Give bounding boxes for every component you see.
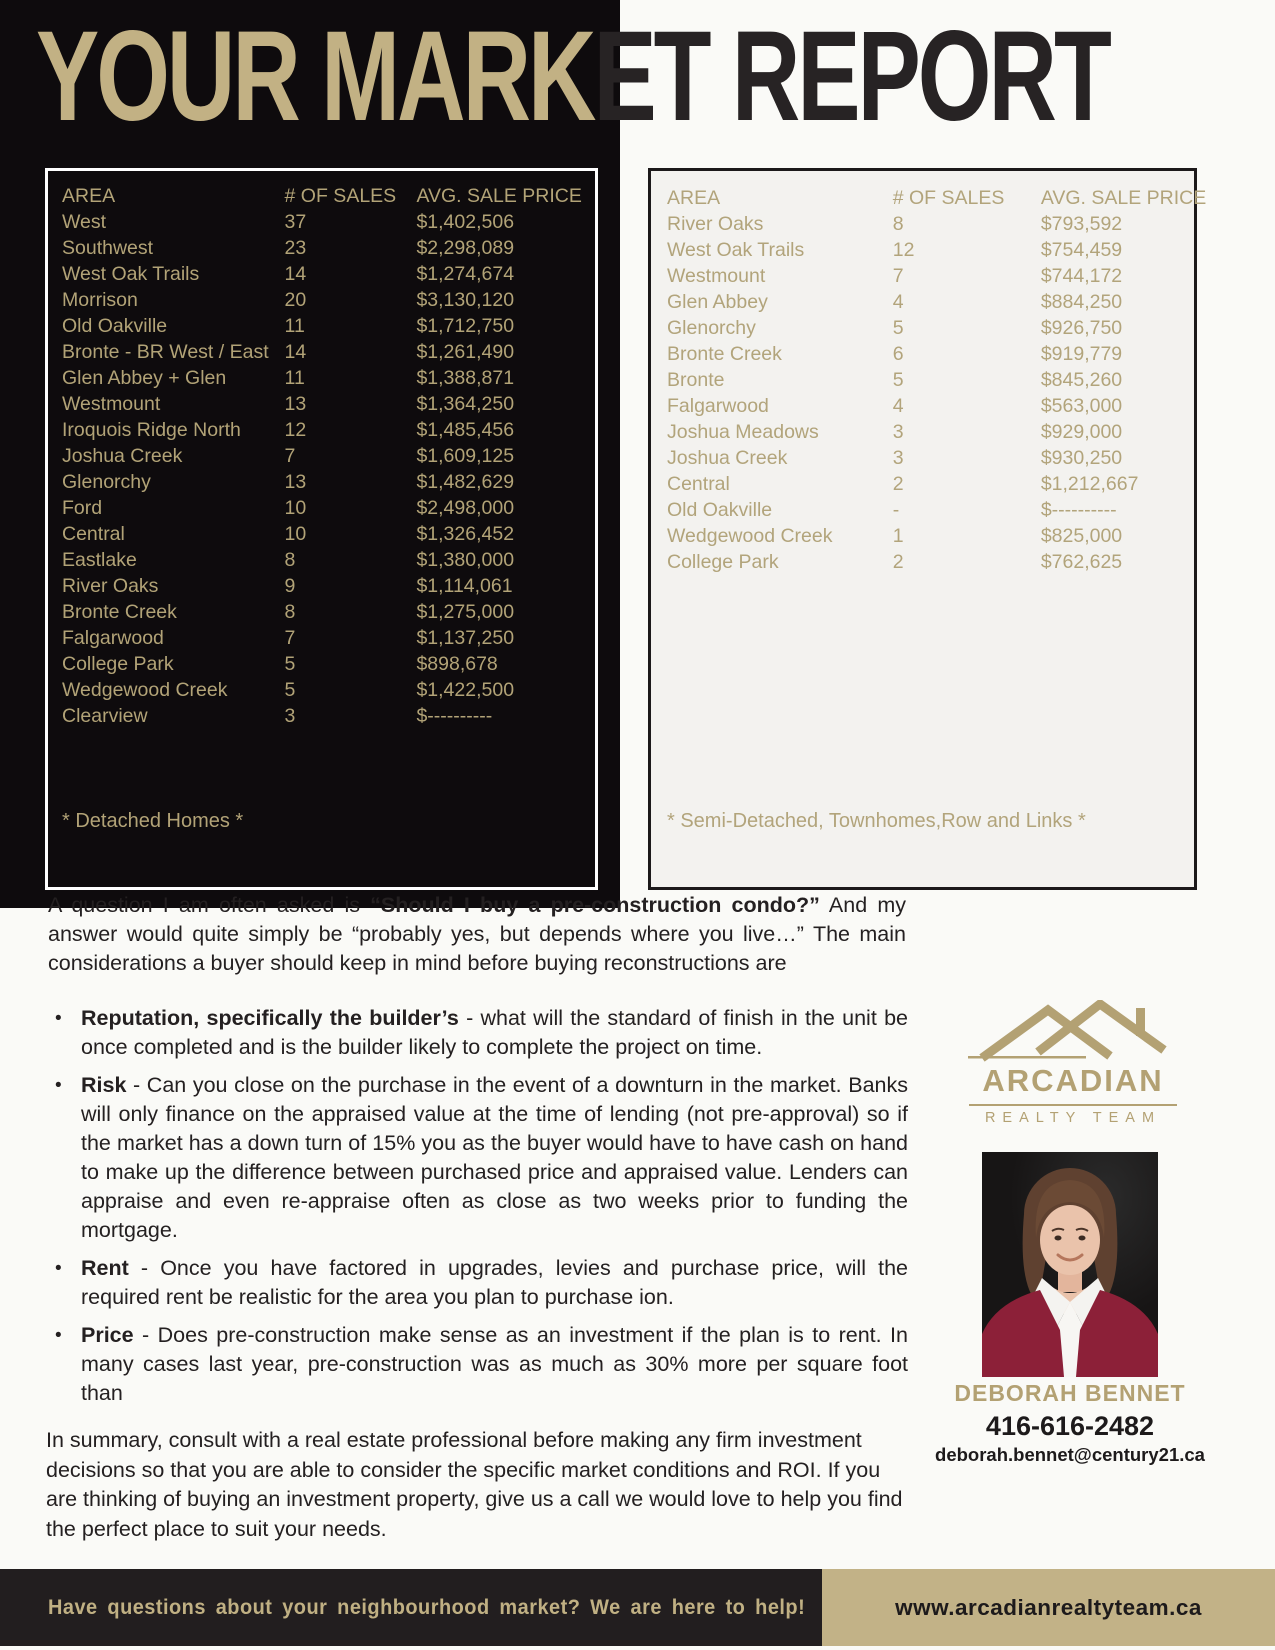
cell-area: West: [62, 211, 107, 233]
cell-price: $884,250: [1040, 291, 1123, 313]
table-row: [62, 417, 595, 443]
table-row: [62, 677, 595, 703]
cell-price: $2,498,000: [416, 497, 515, 519]
cell-price: $----------: [416, 705, 493, 727]
header-area: AREA: [667, 187, 721, 209]
bullet-item: • Rent - Once you have factored in upgrades, levies and purchase price, will the required rent be realistic for the area you plan to purchase ion.: [48, 1254, 908, 1312]
cell-area: Joshua Creek: [667, 447, 788, 469]
table-row: [62, 651, 595, 677]
table-row: [667, 497, 1194, 523]
cell-sales: 7: [284, 445, 296, 467]
cell-price: $1,275,000: [416, 601, 515, 623]
table-row: [667, 419, 1194, 445]
cell-sales: 1: [892, 525, 904, 547]
cell-price: $1,402,506: [416, 211, 515, 233]
table-row: [667, 471, 1194, 497]
cell-price: $845,260: [1040, 369, 1123, 391]
cell-sales: 5: [284, 679, 296, 701]
table-row: [62, 235, 595, 261]
table-row: [62, 495, 595, 521]
cell-sales: 6: [892, 343, 904, 365]
table-row: [667, 445, 1194, 471]
cell-sales: 7: [284, 627, 296, 649]
intro-paragraph: [48, 891, 906, 978]
bullet-term: Risk: [81, 1073, 127, 1097]
cell-area: Bronte Creek: [62, 601, 177, 623]
bullet-list: [48, 1004, 908, 1417]
cell-price: $930,250: [1040, 447, 1123, 469]
roof-icon: [968, 1000, 1178, 1062]
table-row: [667, 523, 1194, 549]
table-row: [62, 261, 595, 287]
table-row: [667, 211, 1194, 237]
cell-sales: -: [892, 499, 900, 521]
cell-sales: 10: [284, 523, 307, 545]
cell-area: Wedgewood Creek: [667, 525, 833, 547]
cell-sales: 14: [284, 341, 307, 363]
cell-price: $1,261,490: [416, 341, 515, 363]
cell-area: Glen Abbey: [667, 291, 768, 313]
table-row: [667, 315, 1194, 341]
table-row: [62, 313, 595, 339]
cell-price: $1,274,674: [416, 263, 515, 285]
agent-name: DEBORAH BENNET: [954, 1380, 1186, 1406]
cell-area: Bronte - BR West / East: [62, 341, 269, 363]
bullet-term: Rent: [81, 1256, 129, 1280]
footer-question: Have questions about your neighbourhood market? We are here to help!: [48, 1595, 806, 1619]
table-row: [62, 391, 595, 417]
bullet-term: Reputation, specifically the builder’s: [81, 1006, 459, 1030]
cell-price: $926,750: [1040, 317, 1123, 339]
cell-sales: 8: [284, 601, 296, 623]
cell-area: Wedgewood Creek: [62, 679, 228, 701]
cell-sales: 37: [284, 211, 307, 233]
table-row: [62, 339, 595, 365]
title-right: ET REPORT: [593, 5, 1109, 148]
table-row: [62, 573, 595, 599]
header-sales: # OF SALES: [284, 185, 397, 207]
cell-price: $762,625: [1040, 551, 1123, 573]
intro-suffix: And my answer would quite simply be “probably yes, but depends where you live…” The main considerations a buyer should keep in mind before buying reconstructions are: [48, 893, 906, 975]
header-sales: # OF SALES: [892, 187, 1005, 209]
semi-footnote: * Semi-Detached, Townhomes,Row and Links *: [667, 810, 1086, 832]
cell-area: Morrison: [62, 289, 138, 311]
cell-sales: 13: [284, 471, 307, 493]
table-row: [62, 365, 595, 391]
agent-phone: 416-616-2482: [985, 1411, 1155, 1441]
cell-price: $919,779: [1040, 343, 1123, 365]
table-row: [62, 521, 595, 547]
summary-paragraph: In summary, consult with a real estate professional before making any firm investment decisions so that you are able to consider the specific market conditions and ROI. If you are thinking of buying an investment property, give us a call we would love to help you find the perfect place to suit your needs.: [46, 1428, 903, 1541]
cell-price: $1,326,452: [416, 523, 515, 545]
cell-sales: 9: [284, 575, 296, 597]
cell-sales: 3: [284, 705, 296, 727]
cell-area: Glen Abbey + Glen: [62, 367, 227, 389]
cell-area: Central: [667, 473, 730, 495]
table-row: [667, 237, 1194, 263]
cell-sales: 8: [892, 213, 904, 235]
cell-price: $898,678: [416, 653, 498, 675]
bullet-item: • Reputation, specifically the builder’s - what will the standard of finish in the unit be once completed and is the builder likely to complete the project on time.: [48, 1004, 908, 1062]
cell-price: $1,364,250: [416, 393, 515, 415]
cell-sales: 2: [892, 473, 904, 495]
cell-area: Glenorchy: [667, 317, 756, 339]
agent-photo: [982, 1152, 1158, 1377]
intro-question: “Should I buy a pre-construction condo?”: [370, 893, 820, 917]
cell-sales: 2: [892, 551, 904, 573]
cell-price: $754,459: [1040, 239, 1123, 261]
table-row: [62, 599, 595, 625]
table-row: [667, 263, 1194, 289]
detached-homes-table: [45, 168, 598, 890]
cell-price: $744,172: [1040, 265, 1123, 287]
cell-sales: 3: [892, 421, 904, 443]
cell-sales: 10: [284, 497, 307, 519]
cell-area: Westmount: [62, 393, 161, 415]
table-row: [62, 703, 595, 729]
cell-sales: 14: [284, 263, 307, 285]
cell-price: $929,000: [1040, 421, 1123, 443]
cell-sales: 4: [892, 291, 904, 313]
table-row: [667, 367, 1194, 393]
cell-sales: 4: [892, 395, 904, 417]
cell-sales: 5: [892, 369, 904, 391]
cell-sales: 8: [284, 549, 296, 571]
cell-price: $2,298,089: [416, 237, 515, 259]
cell-area: Bronte Creek: [667, 343, 782, 365]
cell-price: $793,592: [1040, 213, 1123, 235]
footer-question-bar: [0, 1569, 822, 1646]
footer-website-bar: [822, 1569, 1275, 1646]
cell-sales: 13: [284, 393, 307, 415]
table-row: [62, 625, 595, 651]
bullet-item: • Risk - Can you close on the purchase in the event of a downturn in the market. Banks will only finance on the appraised value at the time of lending (not pre-approval) so if the market has a down turn of 15% you as the buyer would have to have cash on hand to make up the difference between purchased price and appraised value. Lenders can appraise and even re-appraise often as close as two weeks prior to funding the mortgage.: [48, 1071, 908, 1245]
footer-website: www.arcadianrealtyteam.ca: [895, 1594, 1202, 1620]
table-row: [62, 209, 595, 235]
table-row: [667, 393, 1194, 419]
table-row: [62, 469, 595, 495]
bullet-item: • Price - Does pre-construction make sense as an investment if the plan is to rent. In many cases last year, pre-construction was as much as 30% more per square foot than: [48, 1321, 908, 1408]
cell-price: $1,114,061: [416, 575, 513, 597]
cell-price: $1,212,667: [1040, 473, 1139, 495]
table-row: [62, 287, 595, 313]
cell-area: College Park: [667, 551, 779, 573]
cell-area: Old Oakville: [62, 315, 168, 337]
cell-area: Westmount: [667, 265, 766, 287]
cell-sales: 11: [284, 367, 305, 389]
cell-area: River Oaks: [62, 575, 159, 597]
cell-sales: 23: [284, 237, 307, 259]
cell-sales: 7: [892, 265, 904, 287]
page-title: [36, 5, 1109, 148]
cell-sales: 5: [892, 317, 904, 339]
cell-price: $----------: [1040, 499, 1117, 521]
cell-area: Central: [62, 523, 125, 545]
cell-price: $1,712,750: [416, 315, 515, 337]
cell-area: Old Oakville: [667, 499, 773, 521]
header-price: AVG. SALE PRICE: [416, 185, 582, 207]
cell-sales: 3: [892, 447, 904, 469]
header-price: AVG. SALE PRICE: [1040, 187, 1207, 209]
cell-area: Ford: [62, 497, 103, 519]
bullet-term: Price: [81, 1323, 134, 1347]
detached-footnote: * Detached Homes *: [62, 810, 244, 832]
cell-area: Falgarwood: [62, 627, 164, 649]
table-body: [667, 211, 1194, 575]
cell-area: Joshua Meadows: [667, 421, 819, 443]
cell-price: $563,000: [1040, 395, 1123, 417]
cell-area: Glenorchy: [62, 471, 151, 493]
cell-area: River Oaks: [667, 213, 764, 235]
agent-email: deborah.bennet@century21.ca: [935, 1444, 1205, 1465]
table-row: [62, 547, 595, 573]
table-header-row: [667, 185, 1207, 211]
table-header-row: [62, 183, 595, 209]
table-row: [667, 341, 1194, 367]
cell-price: $3,130,120: [416, 289, 515, 311]
cell-area: Bronte: [667, 369, 725, 391]
cell-price: $825,000: [1040, 525, 1123, 547]
cell-price: $1,482,629: [416, 471, 515, 493]
arcadian-logo: [968, 1000, 1178, 1126]
cell-price: $1,609,125: [416, 445, 515, 467]
cell-sales: 20: [284, 289, 307, 311]
brand-divider: [969, 1104, 1177, 1106]
cell-price: $1,380,000: [416, 549, 515, 571]
cell-area: Iroquois Ridge North: [62, 419, 241, 441]
table-body: [62, 209, 595, 729]
cell-sales: 11: [284, 315, 305, 337]
cell-area: West Oak Trails: [62, 263, 200, 285]
cell-price: $1,485,456: [416, 419, 515, 441]
cell-area: Joshua Creek: [62, 445, 183, 467]
cell-price: $1,388,871: [416, 367, 515, 389]
cell-sales: 12: [284, 419, 307, 441]
cell-area: Falgarwood: [667, 395, 769, 417]
brand-subtitle: REALTY TEAM: [984, 1110, 1162, 1126]
brand-name: ARCADIAN: [982, 1063, 1164, 1098]
table-row: [667, 549, 1194, 575]
table-row: [62, 443, 595, 469]
cell-price: $1,422,500: [416, 679, 515, 701]
header-area: AREA: [62, 185, 116, 207]
cell-area: Eastlake: [62, 549, 137, 571]
cell-price: $1,137,250: [416, 627, 515, 649]
cell-area: West Oak Trails: [667, 239, 805, 261]
semi-detached-table: [648, 168, 1207, 890]
intro-prefix: A question I am often asked is: [48, 893, 371, 917]
cell-sales: 12: [892, 239, 915, 261]
table-row: [667, 289, 1194, 315]
title-left: YOUR MARK: [36, 5, 594, 148]
cell-area: College Park: [62, 653, 174, 675]
cell-area: Southwest: [62, 237, 154, 259]
cell-sales: 5: [284, 653, 296, 675]
cell-area: Clearview: [62, 705, 148, 727]
